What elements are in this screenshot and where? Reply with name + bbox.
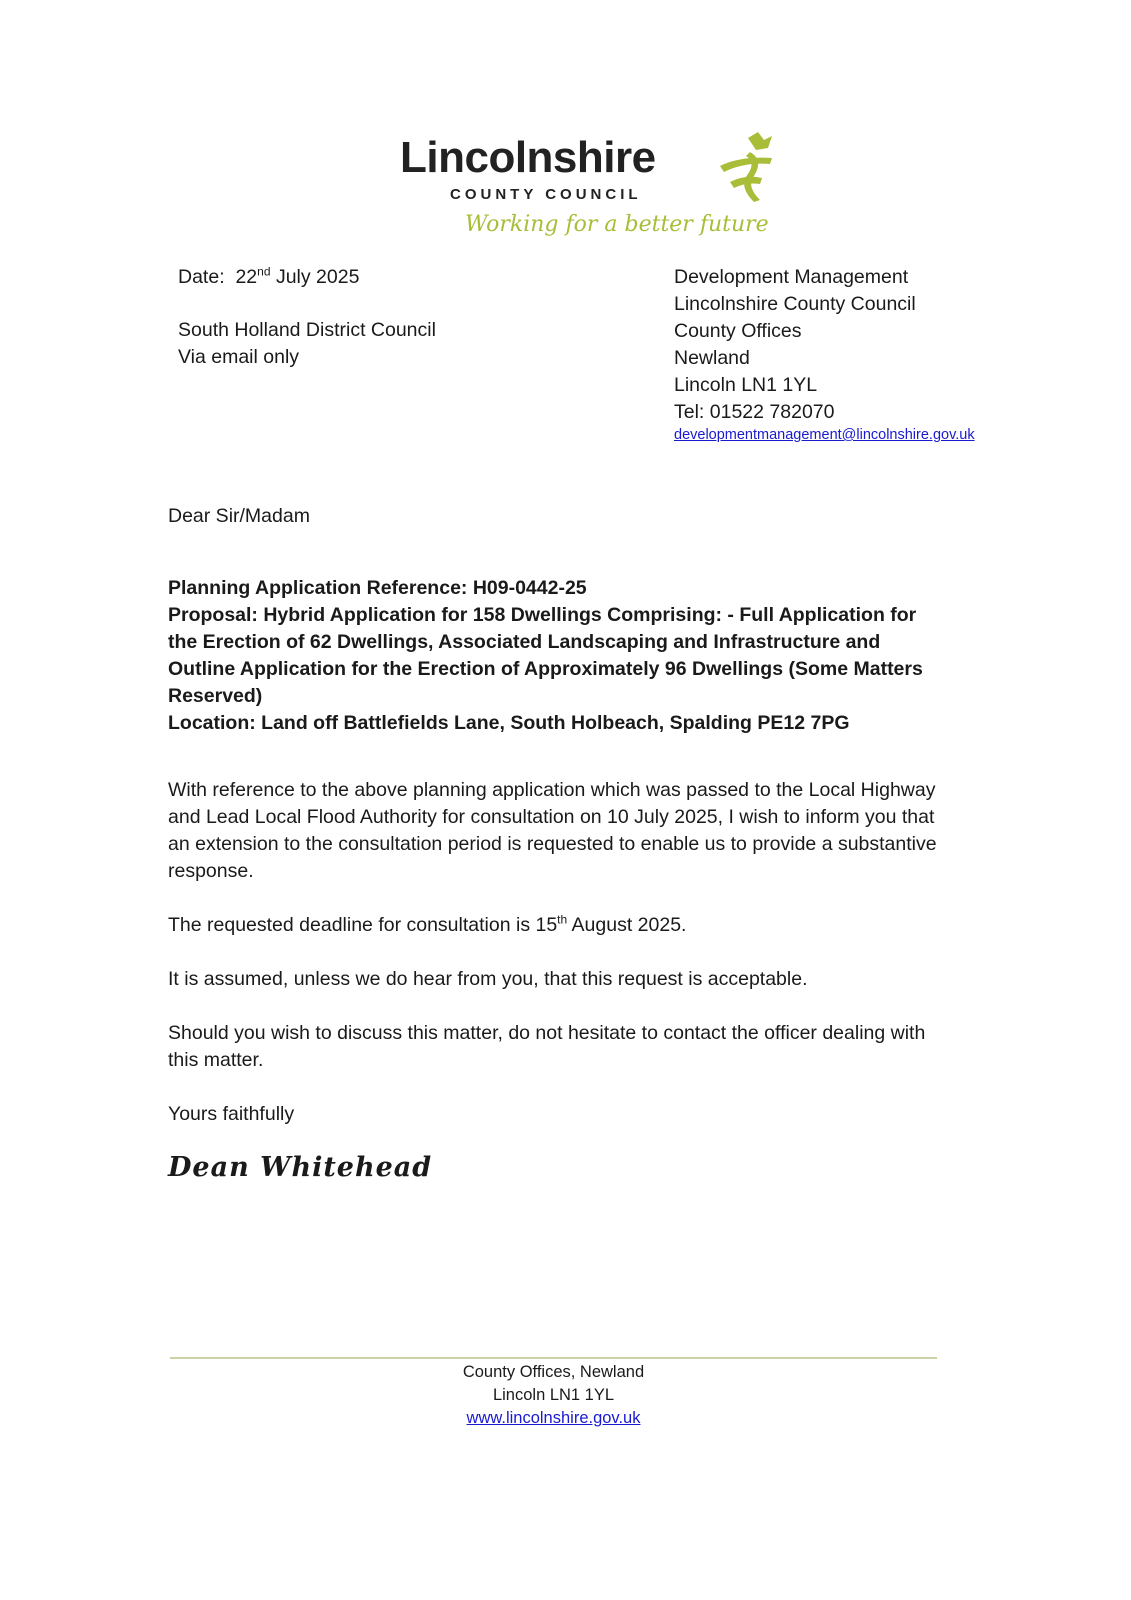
sender-line: Newland (674, 347, 750, 369)
signature: Dean Whitehead (168, 1152, 433, 1183)
sender-line: Lincolnshire County Council (674, 293, 916, 315)
proposal: Proposal: Hybrid Application for 158 Dwellings Comprising: - Full Application for the Erection of 62 Dwellings, Associated Landscaping and Infrastructure and Outline Application for the Erection of Approximately 96 Dwellings (Some Matters Reserved) (168, 604, 923, 707)
salutation: Dear Sir/Madam (168, 505, 310, 527)
location: Location: Land off Battlefields Lane, South Holbeach, Spalding PE12 7PG (168, 712, 850, 734)
footer-divider (170, 1357, 937, 1359)
logo-name: Lincolnshire (400, 133, 656, 182)
paragraph: The requested deadline for consultation is 15th August 2025. (168, 912, 687, 936)
sender-line: Lincoln LN1 1YL (674, 374, 818, 396)
letter-date: Date: 22nd July 2025 (178, 264, 360, 288)
closing: Yours faithfully (168, 1103, 295, 1125)
figure-icon (720, 130, 790, 206)
email-link[interactable]: developmentmanagement@lincolnshire.gov.uk (674, 427, 975, 443)
sender-line: Development Management (674, 266, 909, 288)
letter-content (168, 503, 943, 1186)
sender-address (674, 264, 975, 444)
application-reference: Planning Application Reference: H09-0442-25 (168, 577, 587, 599)
recipient-line: Via email only (178, 346, 300, 368)
logo-tagline: Working for a better future (465, 212, 769, 237)
website-link[interactable]: www.lincolnshire.gov.uk (466, 1409, 641, 1427)
sender-line: County Offices (674, 320, 802, 342)
paragraph: It is assumed, unless we do hear from you, that this request is acceptable. (168, 968, 808, 990)
footer-line: County Offices, Newland (462, 1363, 645, 1381)
paragraph: Should you wish to discuss this matter, do not hesitate to contact the officer dealing with this matter. (168, 1022, 926, 1071)
council-logo (395, 130, 815, 250)
recipient-block (178, 317, 436, 371)
logo-subtitle: COUNTY COUNCIL (450, 186, 642, 203)
paragraph: With reference to the above planning application which was passed to the Local Highway and Lead Local Flood Authority for consultation on 10 July 2025, I wish to inform you that an extension to the consultation period is requested to enable us to provide a substantive response. (168, 779, 937, 882)
footer (170, 1361, 937, 1430)
sender-line: Tel: 01522 782070 (674, 401, 835, 423)
footer-line: Lincoln LN1 1YL (492, 1386, 615, 1404)
subject-block (168, 575, 943, 737)
letter-body (168, 777, 943, 1128)
recipient-line: South Holland District Council (178, 319, 436, 341)
